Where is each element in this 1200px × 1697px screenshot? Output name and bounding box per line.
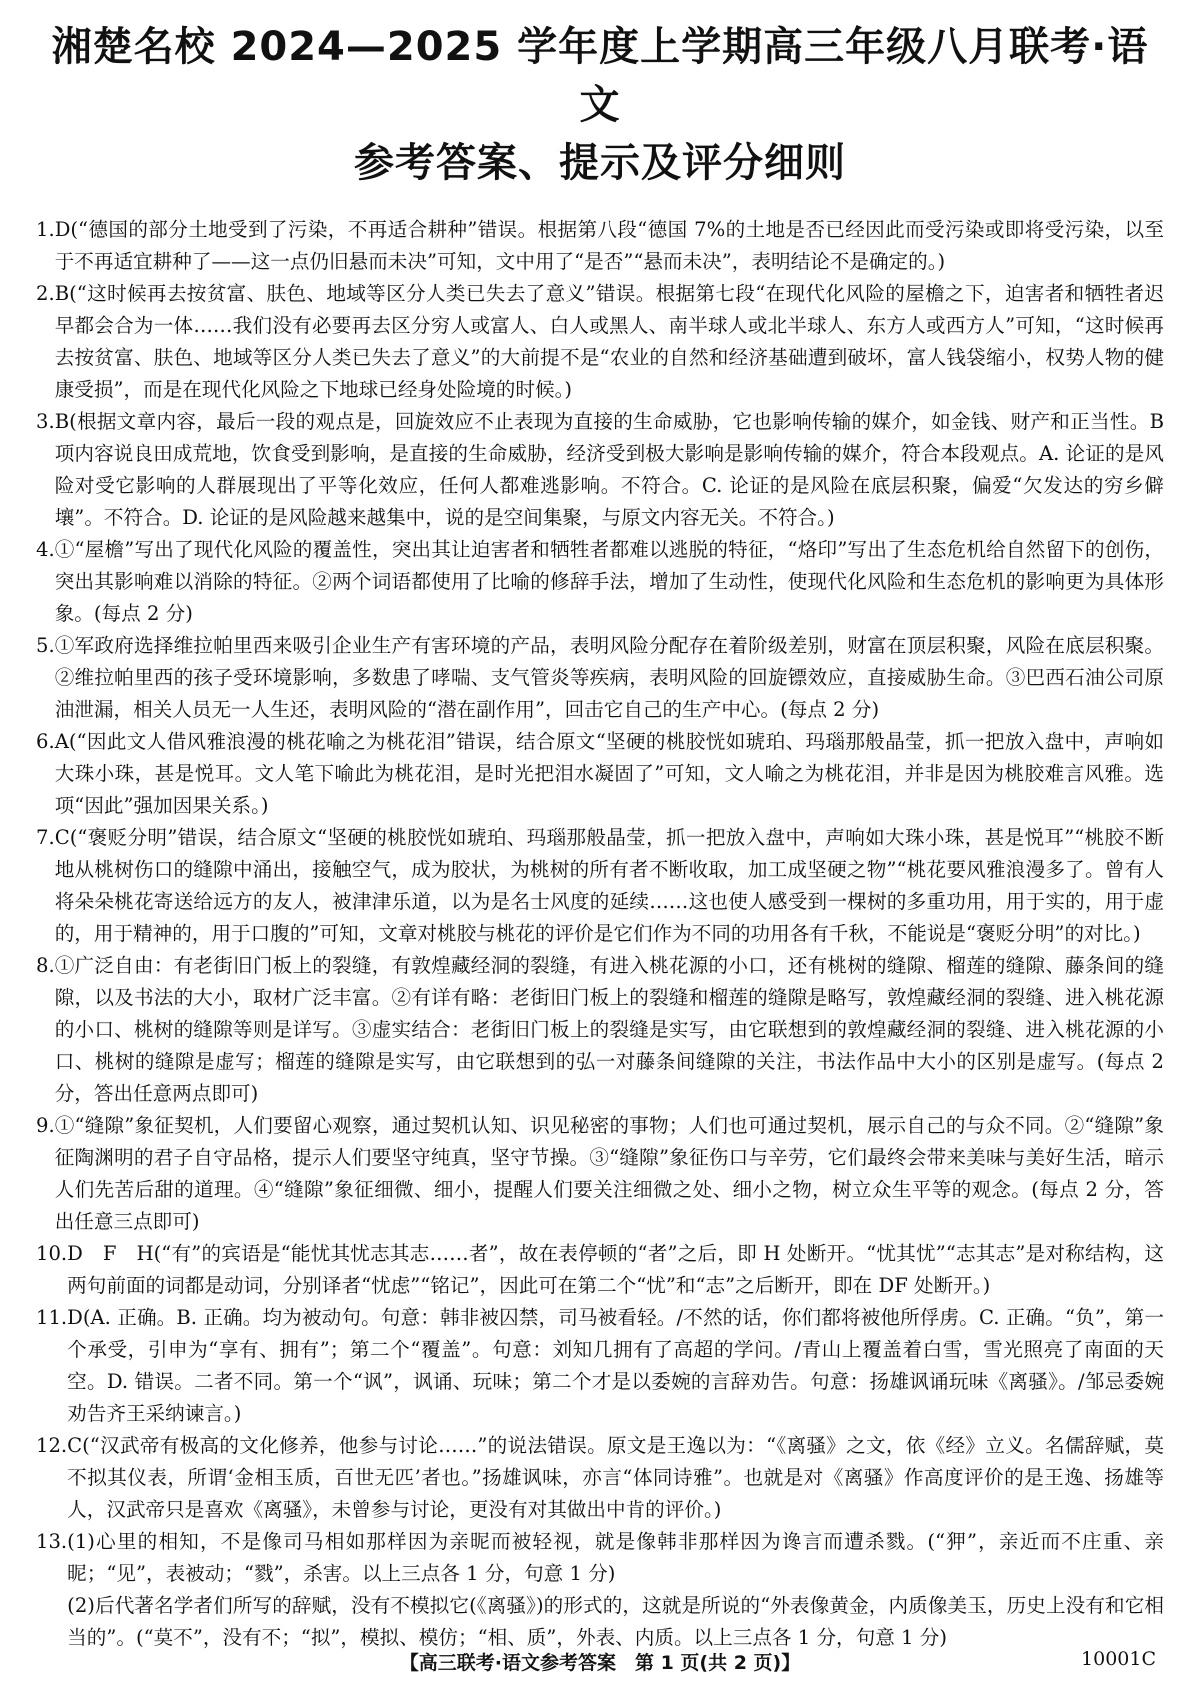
answer-text: ①军政府选择维拉帕里西来吸引企业生产有害环境的产品，表明风险分配存在着阶级差别，财富在顶层积聚，风险在底层积聚。②维拉帕里西的孩子受环境影响，多数患了哮喘、支气管炎等疾病，表明风险的回旋镖效应，直接威胁生命。③巴西石油公司原油泄漏，相关人员无一人生还，表明风险的“潜在副作用”，回击它自己的生产中心。(每点 2 分) bbox=[54, 634, 1164, 721]
answer-text: A(“因此文人借风雅浪漫的桃花喻之为桃花泪”错误，结合原文“坚硬的桃胶恍如琥珀、玛瑙那般晶莹，抓一把放入盘中，声响如大珠小珠，甚是悦耳。文人笔下喻此为桃花泪，是时光把泪水凝固了”可知，文人喻之为桃花泪，并非是因为桃胶难言风雅。选项“因此”强加因果关系。) bbox=[54, 730, 1164, 817]
footer-page-info: 【高三联考·语文参考答案 第 1 页(共 2 页)】 bbox=[399, 1652, 801, 1674]
answer-number: 10. bbox=[36, 1242, 68, 1265]
answer-text: ①“缝隙”象征契机，人们要留心观察，通过契机认知、识见秘密的事物；人们也可通过契机，展示自己的与众不同。②“缝隙”象征陶渊明的君子自守品格，提示人们要坚守纯真，坚守节操。③“缝隙”象征伤口与辛劳，它们最终会带来美味与美好生活，暗示人们先苦后甜的道理。④“缝隙”象征细微、细小，提醒人们要关注细微之处、细小之物，树立众生平等的观念。(每点 2 分，答出任意三点即可) bbox=[54, 1114, 1164, 1233]
answer-text: D(A. 正确。B. 正确。均为被动句。句意：韩非被囚禁，司马被看轻。/不然的话，你们都将被他所俘虏。C. 正确。“负”，第一个承受，引申为“享有、拥有”；第二个“覆盖”。句意：刘知几拥有了高超的学问。/青山上覆盖着白雪，雪光照亮了南面的天空。D. 错误。二者不同。第一个“讽”，讽诵、玩味；第二个才是以委婉的言辞劝告。句意：扬雄讽诵玩味《离骚》。/邹忌委婉劝告齐王采纳谏言。) bbox=[67, 1306, 1164, 1425]
answer-number: 3. bbox=[36, 410, 55, 433]
answer-item-6 bbox=[36, 726, 1164, 822]
answer-text-part-2: (2)后代著名学者们所写的辞赋，没有不模拟它(《离骚》)的形式的，这就是所说的“外表像黄金，内质像美玉，历史上没有和它相当的”。(“莫不”，没有不；“拟”，模拟、模仿；“相、质”，外表、内质。以上三点各 1 分，句意 1 分) bbox=[67, 1594, 1164, 1649]
footer-document-code: 10001C bbox=[1081, 1648, 1156, 1670]
answer-text: B(“这时候再去按贫富、肤色、地域等区分人类已失去了意义”错误。根据第七段“在现代化风险的屋檐之下，迫害者和牺牲者迟早都会合为一体……我们没有必要再去区分穷人或富人、白人或黑人、南半球人或北半球人、东方人或西方人”可知，“这时候再去按贫富、肤色、地域等区分人类已失去了意义”的大前提不是“农业的自然和经济基础遭到破坏，富人钱袋缩小，权势人物的健康受损”，而是在现代化风险之下地球已经身处险境的时候。) bbox=[54, 282, 1164, 401]
answer-text-part-1: (1)心里的相知，不是像司马相如那样因为亲昵而被轻视，就是像韩非那样因为谗言而遭杀戮。(“狎”，亲近而不庄重、亲昵；“见”，表被动；“戮”，杀害。以上三点各 1 分，句意 1 分) bbox=[67, 1530, 1164, 1585]
answer-text: C(“汉武帝有极高的文化修养，他参与讨论……”的说法错误。原文是王逸以为：“《离骚》之文，依《经》立义。名儒辞赋，莫不拟其仪表，所谓‘金相玉质，百世无匹’者也。”扬雄讽味，亦言“体同诗雅”。也就是对《离骚》作高度评价的是王逸、扬雄等人，汉武帝只是喜欢《离骚》，未曾参与讨论，更没有对其做出中肯的评价。) bbox=[67, 1434, 1164, 1521]
answer-item-7 bbox=[36, 822, 1164, 950]
answer-item-13 bbox=[36, 1526, 1164, 1654]
answer-text: D F H(“有”的宾语是“能忧其忧志其志……者”，故在表停顿的“者”之后，即 H 处断开。“忧其忧”“志其志”是对称结构，这两句前面的词都是动词，分别译者“忧虑”“铭记”，因此可在第二个“忧”和“志”之后断开，即在 DF 处断开。) bbox=[67, 1242, 1164, 1297]
answer-text: C(“褒贬分明”错误，结合原文“坚硬的桃胶恍如琥珀、玛瑙那般晶莹，抓一把放入盘中，声响如大珠小珠，甚是悦耳”“桃胶不断地从桃树伤口的缝隙中涌出，接触空气，成为胶状，为桃树的所有者不断收取，加工成坚硬之物”“桃花要风雅浪漫多了。曾有人将朵朵桃花寄送给远方的友人，被津津乐道，以为是名士风度的延续……这也使人感受到一棵树的多重功用，用于实的，用于虚的，用于精神的，用于口腹的”可知，文章对桃胶与桃花的评价是它们作为不同的功用各有千秋，不能说是“褒贬分明”的对比。) bbox=[54, 826, 1164, 945]
answer-number: 12. bbox=[36, 1434, 68, 1457]
answer-text: ①“屋檐”写出了现代化风险的覆盖性，突出其让迫害者和牺牲者都难以逃脱的特征，“烙印”写出了生态危机给自然留下的创伤，突出其影响难以消除的特征。②两个词语都使用了比喻的修辞手法，增加了生动性，使现代化风险和生态危机的影响更为具体形象。(每点 2 分) bbox=[54, 538, 1164, 625]
answer-item-12 bbox=[36, 1430, 1164, 1526]
answer-item-8 bbox=[36, 950, 1164, 1110]
answer-item-9 bbox=[36, 1110, 1164, 1238]
answer-number: 2. bbox=[36, 282, 55, 305]
answer-number: 9. bbox=[36, 1114, 55, 1137]
answer-item-4 bbox=[36, 534, 1164, 630]
answer-number: 6. bbox=[36, 730, 55, 753]
answer-number: 13. bbox=[36, 1530, 68, 1553]
answer-number: 11. bbox=[36, 1306, 68, 1329]
answer-item-2 bbox=[36, 278, 1164, 406]
answer-number: 8. bbox=[36, 954, 55, 977]
answer-number: 7. bbox=[36, 826, 55, 849]
answer-list bbox=[36, 214, 1164, 1654]
answer-body bbox=[67, 1526, 1164, 1654]
answer-text: ①广泛自由：有老街旧门板上的裂缝，有敦煌藏经洞的裂缝，有进入桃花源的小口，还有桃树的缝隙、榴莲的缝隙、藤条间的缝隙，以及书法的大小，取材广泛丰富。②有详有略：老街旧门板上的裂缝和榴莲的缝隙是略写，敦煌藏经洞的裂缝、进入桃花源的小口、桃树的缝隙等则是详写。③虚实结合：老街旧门板上的裂缝是实写，由它联想到的敦煌藏经洞的裂缝、进入桃花源的小口、桃树的缝隙是虚写；榴莲的缝隙是实写，由它联想到的弘一对藤条间缝隙的关注，书法作品中大小的区别是虚写。(每点 2 分，答出任意两点即可) bbox=[54, 954, 1164, 1105]
answer-item-10 bbox=[36, 1238, 1164, 1302]
answer-item-1 bbox=[36, 214, 1164, 278]
answer-item-11 bbox=[36, 1302, 1164, 1430]
answer-text: D(“德国的部分土地受到了污染，不再适合耕种”错误。根据第八段“德国 7%的土地是否已经因此而受污染或即将受污染，以至于不再适宜耕种了——这一点仍旧悬而未决”可知，文中用了“是否”“悬而未决”，表明结论不是确定的。) bbox=[54, 218, 1164, 273]
answer-number: 4. bbox=[36, 538, 55, 561]
answer-text: B(根据文章内容，最后一段的观点是，回旋效应不止表现为直接的生命威胁，它也影响传输的媒介，如金钱、财产和正当性。B 项内容说良田成荒地，饮食受到影响，是直接的生命威胁，经济受到极大影响是影响传输的媒介，符合本段观点。A. 论证的是风险对受它影响的人群展现出了平等化效应，任何人都难逃影响。不符合。C. 论证的是风险在底层积聚，偏爱“欠发达的穷乡僻壤”。不符合。D. 论证的是风险越来越集中，说的是空间集聚，与原文内容无关。不符合。) bbox=[54, 410, 1164, 529]
page-footer bbox=[0, 1648, 1200, 1682]
answer-number: 5. bbox=[36, 634, 55, 657]
page-subtitle: 参考答案、提示及评分细则 bbox=[354, 140, 846, 186]
page-title: 湘楚名校 2024—2025 学年度上学期高三年级八月联考·语文 bbox=[51, 24, 1149, 128]
answer-number: 1. bbox=[36, 218, 55, 241]
answer-item-3 bbox=[36, 406, 1164, 534]
answer-item-5 bbox=[36, 630, 1164, 726]
